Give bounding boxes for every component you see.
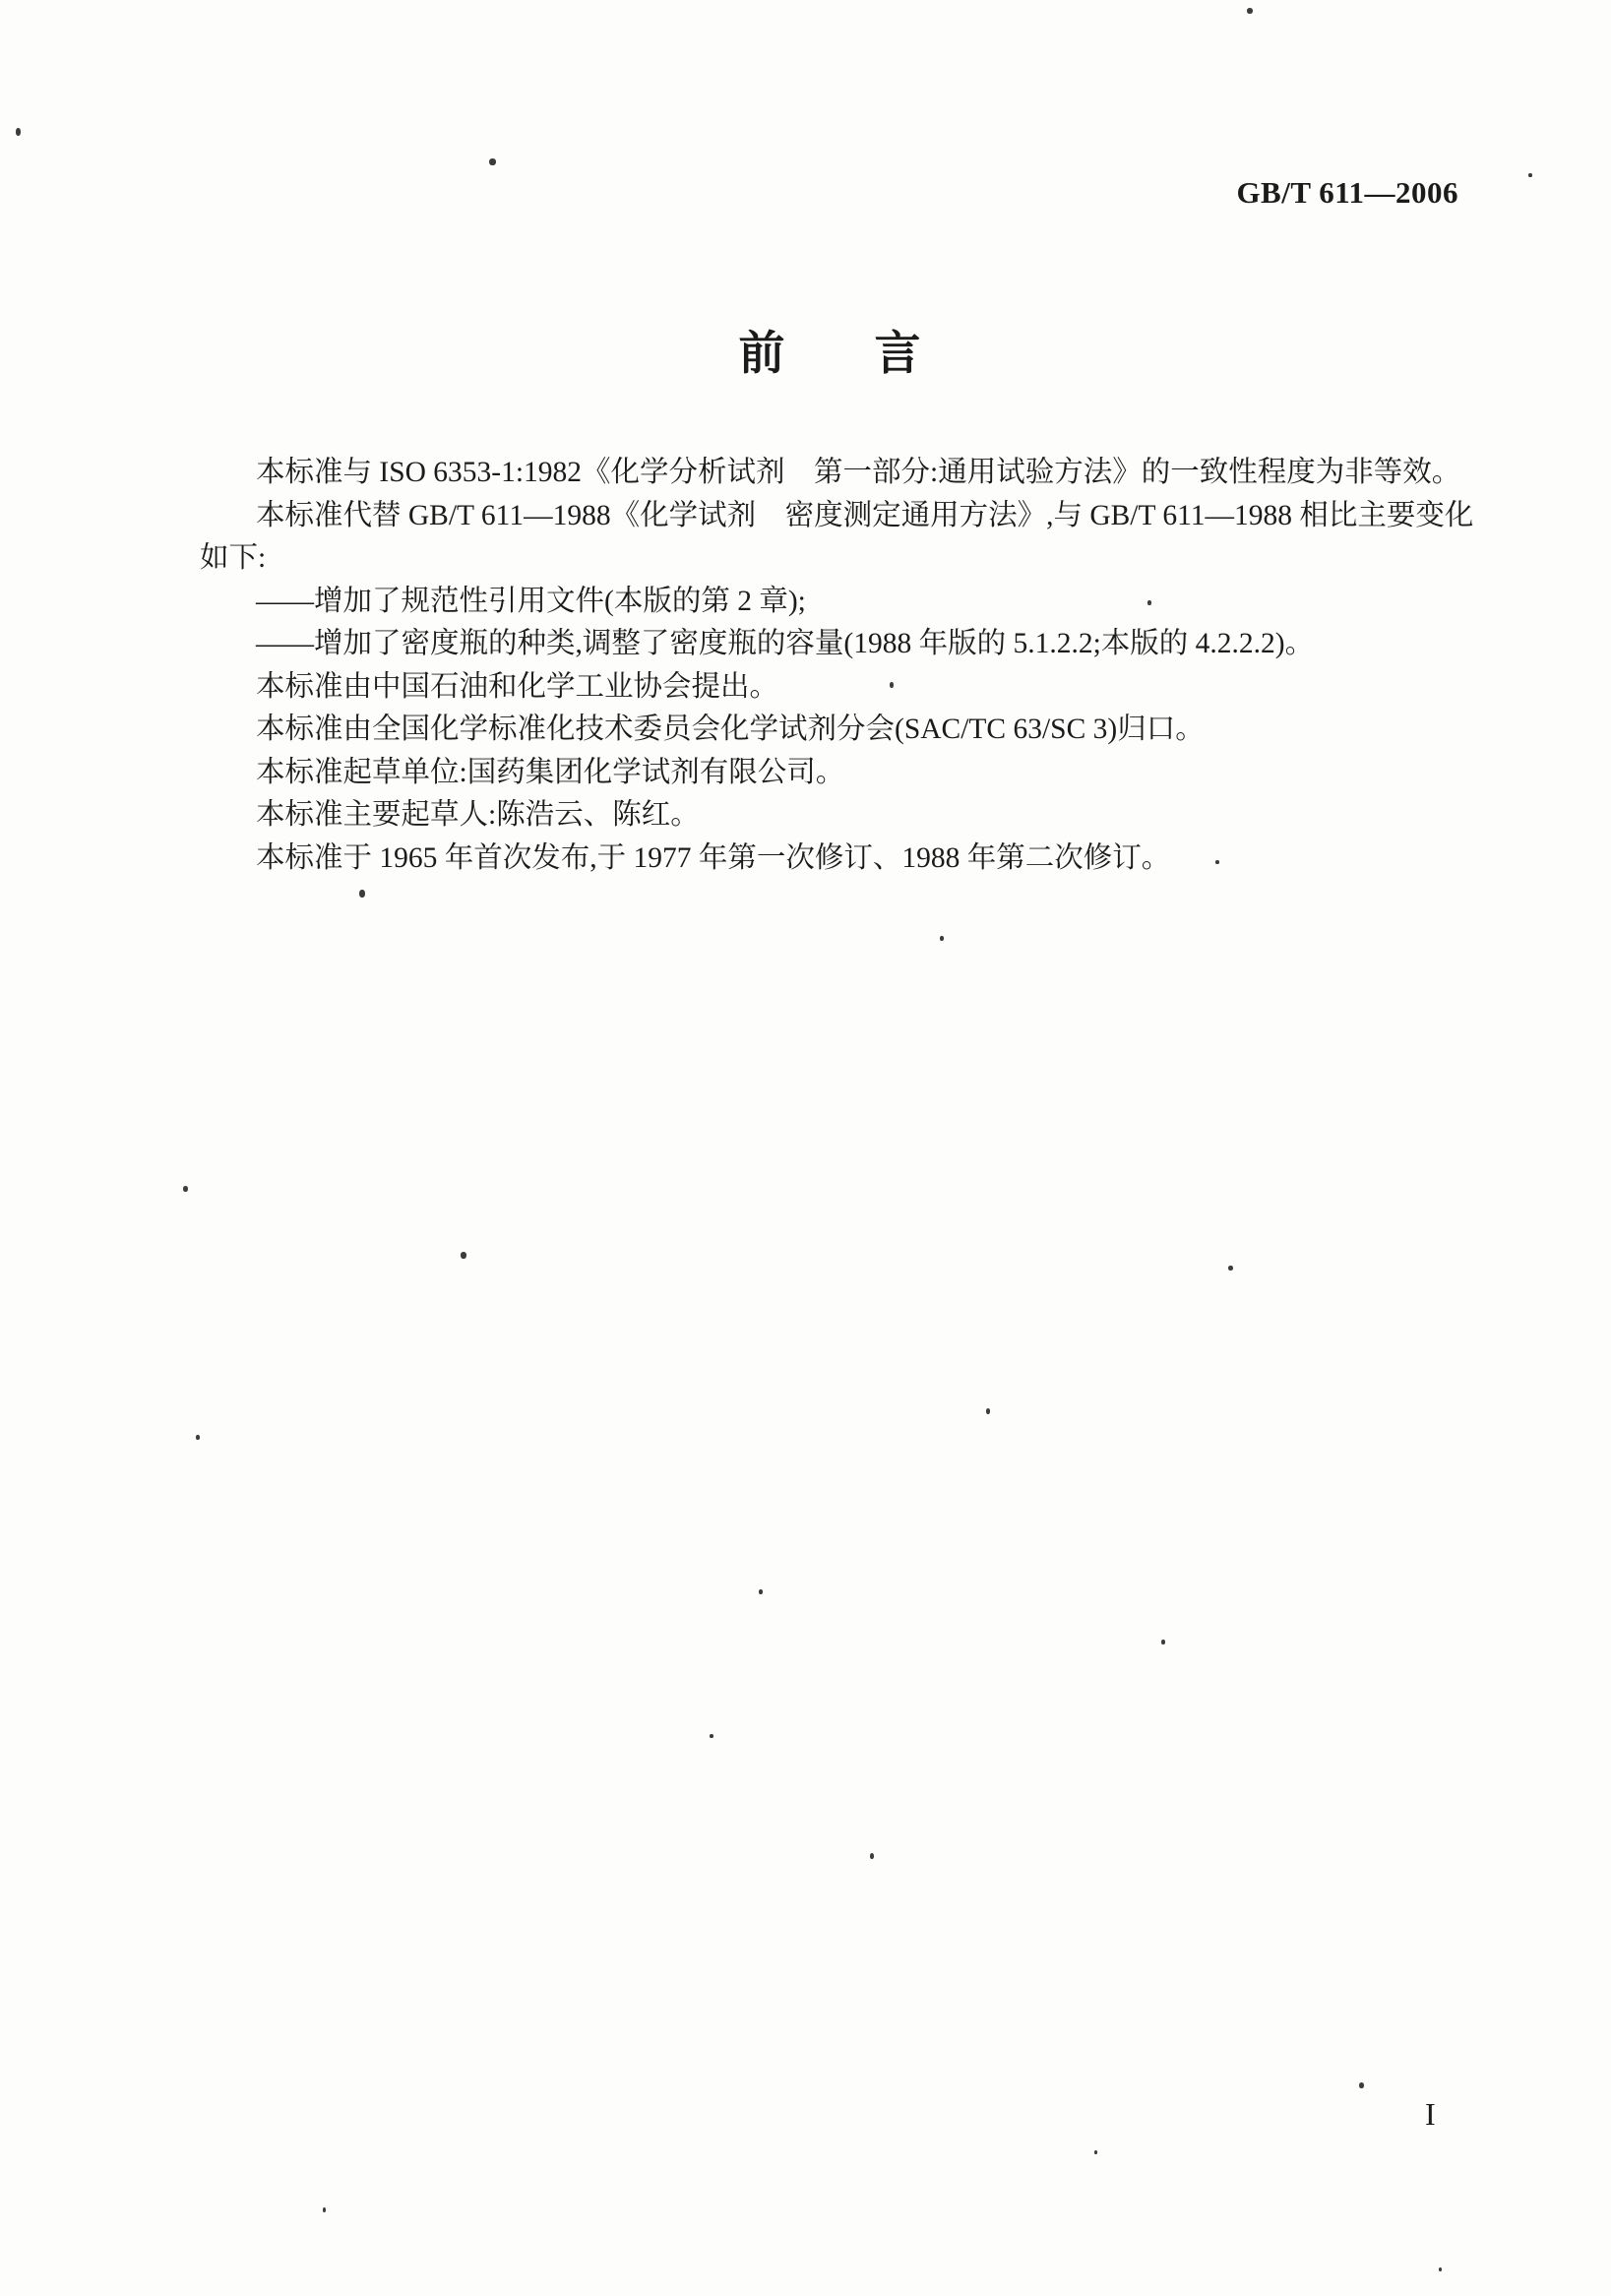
foreword-line: 本标准起草单位:国药集团化学试剂有限公司。 [256,756,845,788]
foreword-line: ——增加了规范性引用文件(本版的第 2 章); [256,585,806,617]
foreword-line: 如下: [200,542,267,574]
scan-speck [1228,1266,1233,1271]
scan-speck [196,1435,200,1440]
scan-speck [1359,2082,1364,2088]
foreword-line: 本标准由全国化学标准化技术委员会化学试剂分会(SAC/TC 63/SC 3)归口。 [256,714,1205,745]
foreword-line: 本标准代替 GB/T 611—1988《化学试剂 密度测定通用方法》,与 GB/T 611—1988 相比主要变化 [256,499,1474,531]
scan-speck [1528,173,1532,177]
foreword-line: 本标准与 ISO 6353-1:1982《化学分析试剂 第一部分:通用试验方法》的一致性程度为非等效。 [256,457,1461,488]
foreword-line: 本标准主要起草人:陈浩云、陈红。 [256,799,700,831]
scan-speck [461,1252,466,1259]
foreword-line: ——增加了密度瓶的种类,调整了密度瓶的容量(1988 年版的 5.1.2.2;本版的 4.2.2.2)。 [256,628,1315,659]
standard-code: GB/T 611—2006 [1236,175,1458,210]
scan-speck [940,936,944,941]
scan-speck [1094,2150,1097,2154]
scan-speck [323,2207,326,2212]
foreword-line: 本标准由中国石油和化学工业协会提出。 [256,670,779,703]
foreword-line: 本标准于 1965 年首次发布,于 1977 年第一次修订、1988 年第二次修订。 [256,841,1171,874]
scan-speck [986,1408,990,1414]
scan-speck [710,1734,713,1738]
scan-speck [1161,1640,1165,1644]
scan-speck [489,158,496,165]
scan-speck [1215,860,1219,864]
scan-speck [870,1853,874,1859]
scan-speck [183,1186,188,1192]
scan-speck [890,682,894,688]
scan-speck [1247,8,1253,14]
scan-speck [16,128,21,136]
page-title: 前 言 [738,327,921,379]
foreword-body [200,452,1474,880]
scan-speck [1439,2267,1442,2271]
scan-speck [359,890,365,898]
page-number: I [1425,2096,1436,2132]
scan-speck [1147,600,1151,605]
scan-speck [759,1589,763,1594]
